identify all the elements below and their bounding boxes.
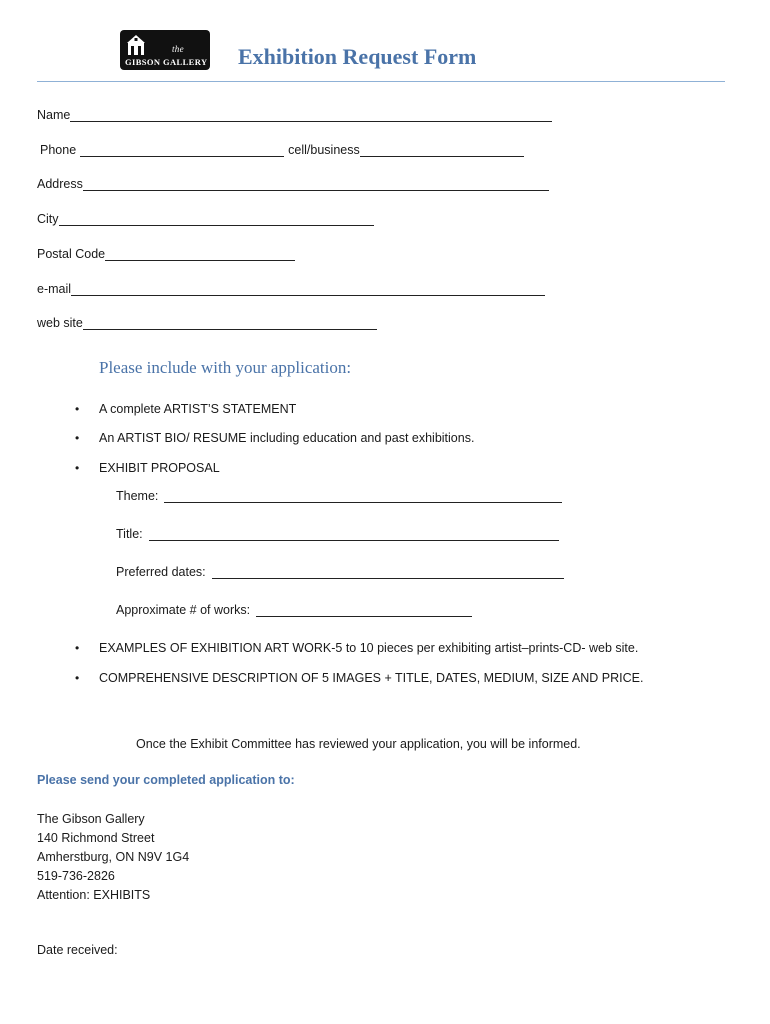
city-field — [37, 212, 374, 226]
approximate-works-field — [116, 603, 472, 617]
list-item — [75, 671, 643, 685]
title-input-line[interactable] — [149, 528, 559, 541]
cell-business-label: cell/business — [288, 143, 360, 157]
address-input-line[interactable] — [83, 178, 549, 191]
city-input-line[interactable] — [59, 213, 374, 226]
email-input-line[interactable] — [71, 283, 545, 296]
bullet-icon: • — [75, 671, 80, 685]
preferred-dates-field — [116, 565, 564, 579]
address-line: Amherstburg, ON N9V 1G4 — [37, 850, 190, 864]
list-item — [75, 641, 638, 655]
logo-the-text: the — [172, 44, 184, 54]
list-item-text: EXHIBIT PROPOSAL — [99, 461, 220, 475]
address-label: Address — [37, 177, 83, 191]
address-line: 140 Richmond Street — [37, 831, 155, 845]
postal-code-label: Postal Code — [37, 247, 106, 261]
include-heading: Please include with your application: — [99, 358, 352, 377]
name-label: Name — [37, 108, 71, 122]
name-field — [37, 108, 552, 122]
postal-code-field — [37, 247, 295, 261]
send-heading: Please send your completed application to: — [37, 773, 295, 787]
title-field — [116, 527, 559, 541]
website-input-line[interactable] — [83, 317, 377, 330]
gallery-emblem-icon — [126, 34, 146, 56]
city-label: City — [37, 212, 59, 226]
theme-field — [116, 489, 562, 503]
list-item — [75, 431, 474, 445]
list-item-text: An ARTIST BIO/ RESUME including education and past exhibitions. — [99, 431, 475, 445]
name-input-line[interactable] — [70, 109, 552, 122]
address-line: 519-736-2826 — [37, 869, 115, 883]
header-divider — [37, 81, 725, 82]
review-note: Once the Exhibit Committee has reviewed your application, you will be informed. — [136, 737, 581, 751]
date-received-label: Date received: — [37, 943, 118, 957]
address-line: The Gibson Gallery — [37, 812, 145, 826]
list-item-text: EXAMPLES OF EXHIBITION ART WORK-5 to 10 pieces per exhibiting artist–prints-CD- web site. — [99, 641, 639, 655]
theme-label: Theme: — [116, 489, 159, 503]
phone-input-line[interactable] — [80, 144, 284, 157]
preferred-dates-label: Preferred dates: — [116, 565, 206, 579]
approximate-works-input-line[interactable] — [256, 604, 472, 617]
title-label: Title: — [116, 527, 143, 541]
email-field — [37, 282, 545, 296]
preferred-dates-input-line[interactable] — [212, 566, 564, 579]
gibson-gallery-logo — [120, 30, 210, 70]
approximate-works-label: Approximate # of works: — [116, 603, 251, 617]
bullet-icon: • — [75, 431, 80, 445]
bullet-icon: • — [75, 402, 80, 416]
postal-code-input-line[interactable] — [105, 248, 295, 261]
list-item-text: COMPREHENSIVE DESCRIPTION OF 5 IMAGES + TITLE, DATES, MEDIUM, SIZE AND PRICE. — [99, 671, 644, 685]
bullet-icon: • — [75, 461, 80, 475]
email-label: e-mail — [37, 282, 72, 296]
phone-field — [40, 143, 524, 157]
form-title: Exhibition Request Form — [238, 44, 477, 69]
theme-input-line[interactable] — [164, 490, 562, 503]
list-item — [75, 461, 220, 475]
cell-business-input-line[interactable] — [360, 144, 524, 157]
address-field — [37, 177, 549, 191]
website-label: web site — [37, 316, 83, 330]
list-item — [75, 402, 296, 416]
address-line: Attention: EXHIBITS — [37, 888, 151, 902]
list-item-text: A complete ARTIST’S STATEMENT — [99, 402, 297, 416]
bullet-icon: • — [75, 641, 80, 655]
website-field — [37, 316, 377, 330]
logo-name-text: GIBSON GALLERY — [125, 57, 208, 67]
phone-label: Phone — [40, 143, 77, 157]
mailing-address — [37, 810, 189, 905]
